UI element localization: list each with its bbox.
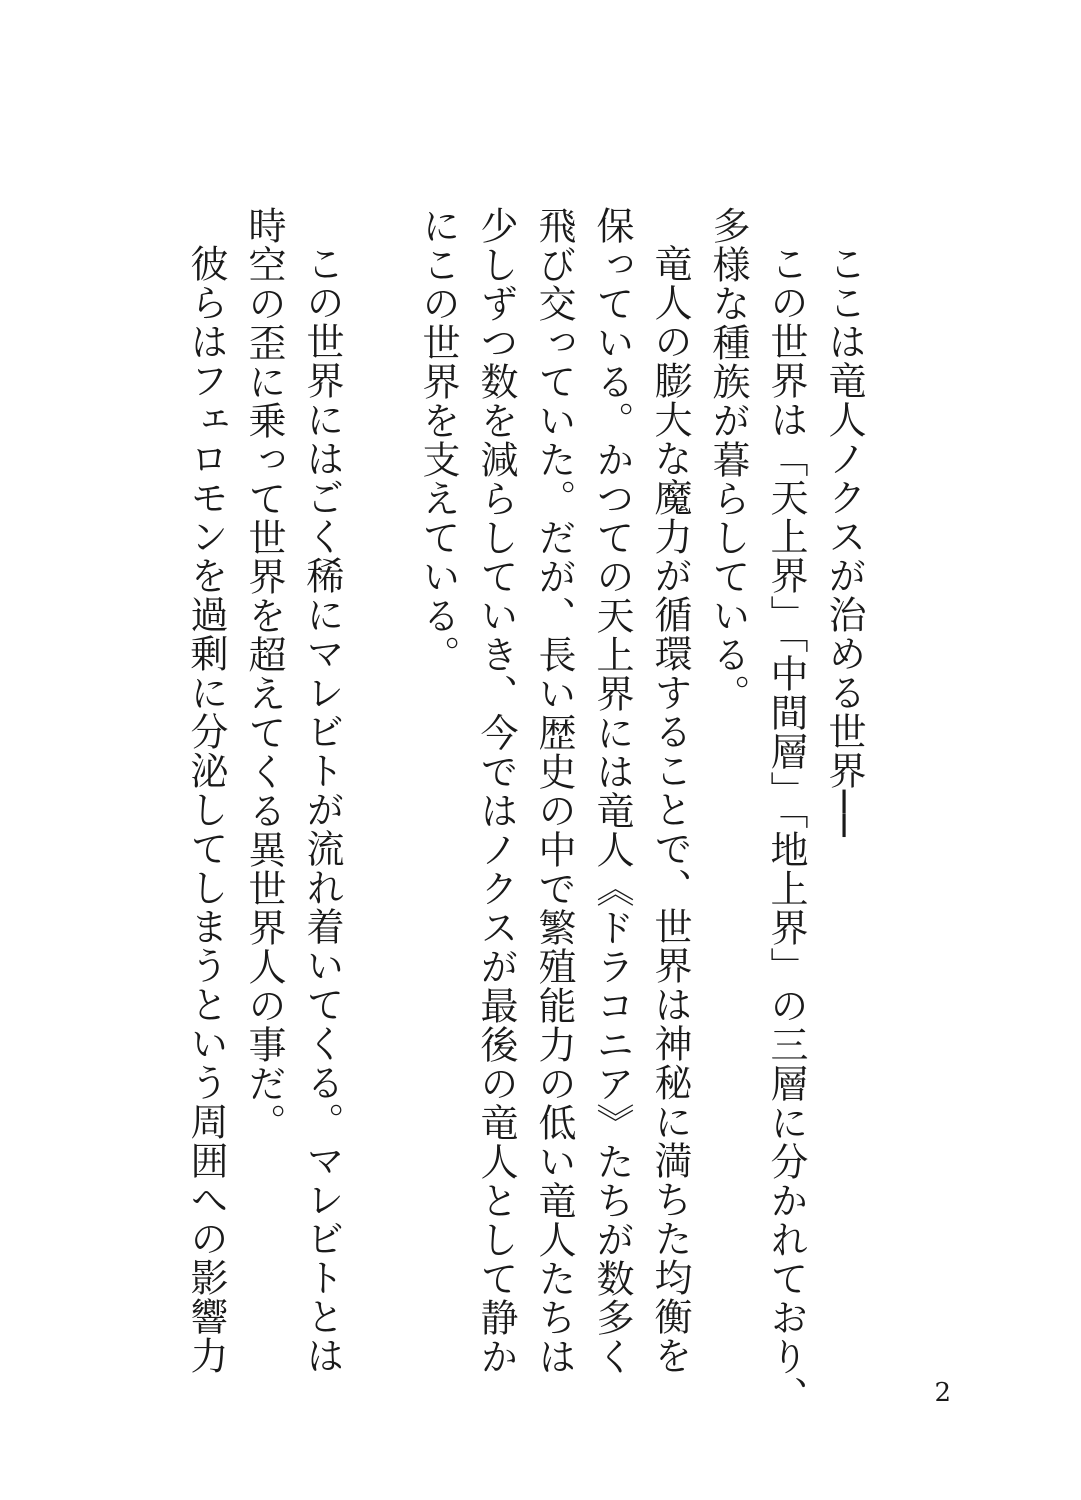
text-line: 彼らはフェロモンを過剰に分泌してしまうという周囲への影響力: [184, 244, 228, 1375]
text-line: 飛び交っていた。だが、長い歴史の中で繁殖能力の低い竜人たちは: [532, 206, 576, 1376]
text-line: 時空の歪に乗って世界を超えてくる異世界人の事だ。: [242, 206, 286, 1142]
text-line: この世界にはごく稀にマレビトが流れ着いてくる。マレビトとは: [300, 244, 344, 1375]
text-line: 多様な種族が暮らしている。: [706, 206, 750, 713]
text-line: 竜人の膨大な魔力が循環することで、世界は神秘に満ちた均衡を: [648, 244, 692, 1375]
vertical-text-body: [177, 206, 873, 1415]
text-line: この世界は「天上界」「中間層」「地上界」の三層に分かれており、: [764, 244, 808, 1415]
paragraph-break: [351, 206, 409, 1316]
text-line: 少しずつ数を減らしていき、今ではノクスが最後の竜人として静か: [474, 206, 518, 1376]
page-number: 2: [934, 1378, 951, 1408]
text-line: ここは竜人ノクスが治める世界──: [822, 244, 866, 838]
text-line: 保っている。かつての天上界には竜人《ドラコニア》たちが数多く: [590, 206, 634, 1376]
text-line: にこの世界を支えている。: [416, 206, 460, 674]
